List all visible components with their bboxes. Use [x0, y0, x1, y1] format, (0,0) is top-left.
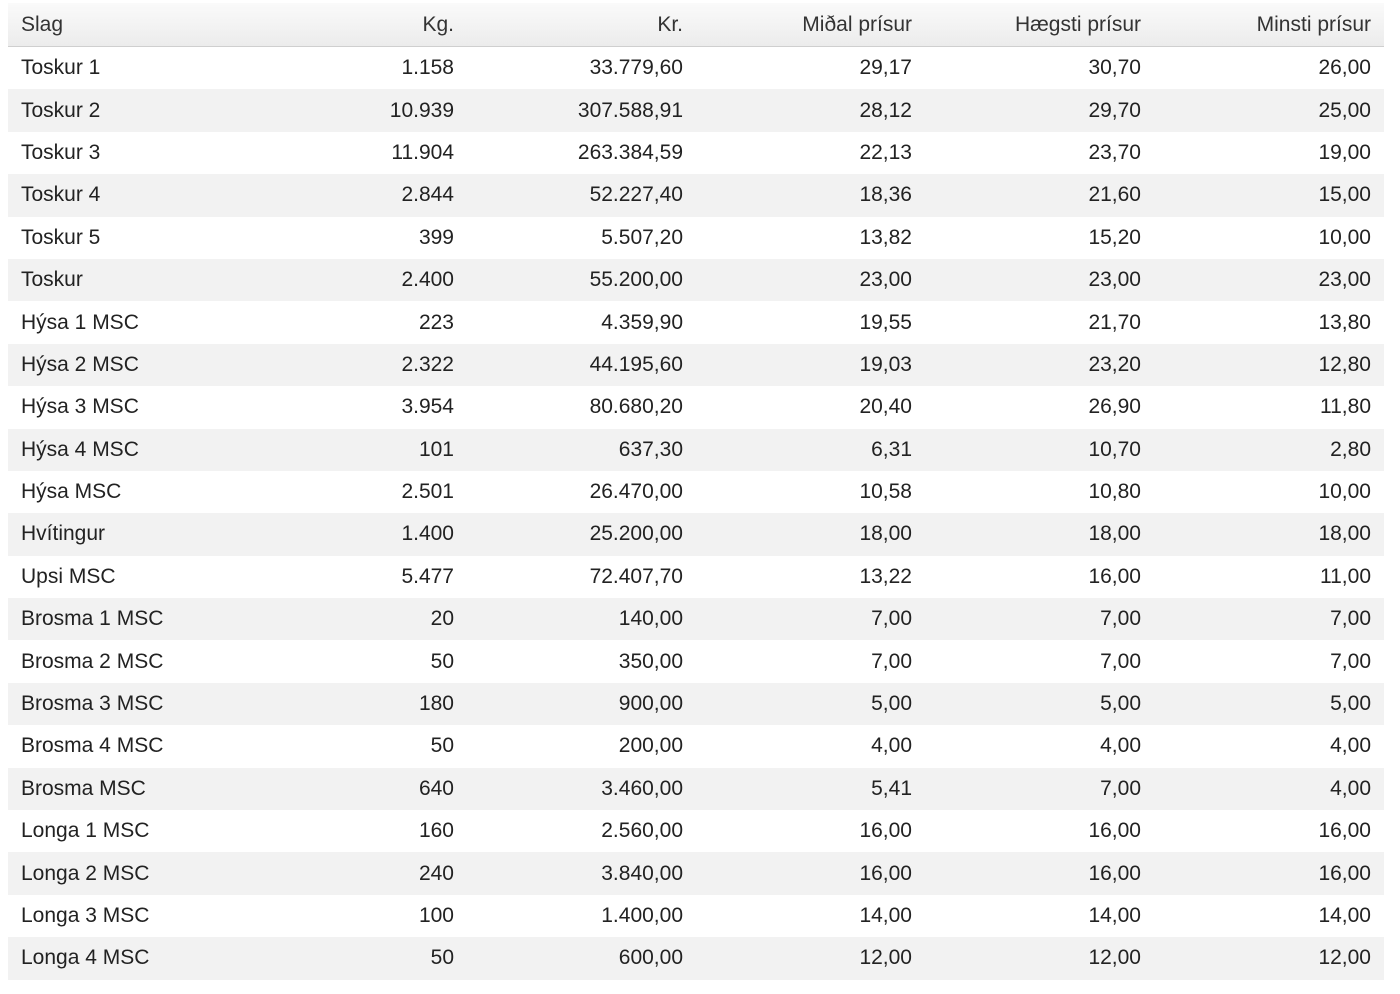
table-body [8, 47, 1384, 980]
kr-cell: 200,00 [618, 734, 683, 758]
kg-cell: 180 [238, 683, 467, 725]
lowest-price-cell: 26,00 [1318, 56, 1371, 80]
average-price-cell: 13,22 [859, 564, 912, 588]
lowest-price-cell: 19,00 [1318, 140, 1371, 164]
kr-cell: 26.470,00 [589, 480, 683, 504]
average-price-cell: 5,41 [696, 768, 925, 810]
kg-cell: 2.400 [238, 259, 467, 301]
species-cell: Brosma 2 MSC [21, 649, 164, 673]
lowest-price-cell: 10,00 [1318, 480, 1371, 504]
average-price-cell: 19,03 [696, 344, 925, 386]
kr-cell: 140,00 [467, 598, 696, 640]
highest-price-cell: 21,60 [925, 174, 1154, 216]
table-row [8, 937, 1384, 979]
kg-cell: 223 [418, 310, 454, 334]
lowest-price-cell: 14,00 [1318, 904, 1371, 927]
kg-cell: 2.844 [238, 174, 467, 216]
column-header-average-price[interactable]: Miðal prísur [696, 3, 925, 47]
average-price-cell: 5,00 [696, 683, 925, 725]
average-price-cell: 6,31 [696, 429, 925, 471]
species-cell: Brosma MSC [8, 768, 238, 810]
species-cell: Toskur 4 [8, 174, 238, 216]
table-row [8, 386, 1384, 428]
kr-cell: 600,00 [467, 937, 696, 979]
column-header-kg[interactable]: Kg. [238, 3, 467, 47]
table-row [8, 513, 1384, 555]
table-row [8, 217, 1384, 259]
kr-cell: 72.407,70 [589, 564, 683, 588]
species-cell: Longa 3 MSC [21, 904, 150, 927]
kr-cell: 1.400,00 [601, 904, 683, 927]
highest-price-cell: 7,00 [925, 768, 1154, 810]
highest-price-cell: 23,00 [925, 259, 1154, 301]
species-cell: Upsi MSC [21, 564, 116, 588]
lowest-price-cell: 11,00 [1320, 564, 1371, 588]
lowest-price-cell: 11,80 [1320, 395, 1371, 419]
highest-price-cell: 5,00 [925, 683, 1154, 725]
lowest-price-cell: 12,00 [1154, 937, 1384, 979]
highest-price-cell: 30,70 [1088, 56, 1141, 80]
header-row [8, 3, 1384, 47]
kg-cell: 50 [430, 649, 454, 673]
average-price-cell: 16,00 [696, 852, 925, 894]
price-table-container [8, 3, 1384, 980]
table-row [8, 174, 1384, 216]
table-row [8, 768, 1384, 810]
kr-cell: 3.840,00 [467, 852, 696, 894]
kr-cell: 900,00 [467, 683, 696, 725]
average-price-cell: 13,82 [859, 225, 912, 249]
table-row [8, 852, 1384, 894]
average-price-cell: 18,00 [696, 513, 925, 555]
average-price-cell: 14,00 [859, 904, 912, 927]
kg-cell: 5.477 [401, 564, 454, 588]
kg-cell: 101 [238, 429, 467, 471]
kr-cell: 33.779,60 [589, 56, 683, 80]
lowest-price-cell: 2,80 [1154, 429, 1384, 471]
species-cell: Brosma 4 MSC [21, 734, 164, 758]
species-cell: Hýsa MSC [21, 480, 122, 504]
kg-cell: 2.322 [238, 344, 467, 386]
lowest-price-cell: 15,00 [1154, 174, 1384, 216]
highest-price-cell: 16,00 [1088, 819, 1141, 843]
highest-price-cell: 16,00 [925, 852, 1154, 894]
lowest-price-cell: 4,00 [1154, 768, 1384, 810]
lowest-price-cell: 10,00 [1318, 225, 1371, 249]
average-price-cell: 23,00 [696, 259, 925, 301]
kr-cell: 44.195,60 [467, 344, 696, 386]
kr-cell: 350,00 [618, 649, 683, 673]
table-header [8, 3, 1384, 47]
highest-price-cell: 26,90 [1088, 395, 1141, 419]
average-price-cell: 10,58 [859, 480, 912, 504]
kg-cell: 50 [238, 937, 467, 979]
column-header-highest-price[interactable]: Hægsti prísur [925, 3, 1154, 47]
highest-price-cell: 29,70 [925, 89, 1154, 131]
average-price-cell: 28,12 [696, 89, 925, 131]
kr-cell: 55.200,00 [467, 259, 696, 301]
average-price-cell: 7,00 [696, 598, 925, 640]
kg-cell: 2.501 [401, 480, 454, 504]
kr-cell: 25.200,00 [467, 513, 696, 555]
kr-cell: 3.460,00 [467, 768, 696, 810]
kr-cell: 637,30 [467, 429, 696, 471]
table-row [8, 640, 1384, 682]
kr-cell: 4.359,90 [601, 310, 683, 334]
species-cell: Toskur 1 [21, 56, 101, 80]
lowest-price-cell: 18,00 [1154, 513, 1384, 555]
table-row [8, 683, 1384, 725]
lowest-price-cell: 7,00 [1330, 649, 1371, 673]
highest-price-cell: 23,70 [1088, 140, 1141, 164]
species-cell: Hýsa 4 MSC [8, 429, 238, 471]
column-header-slag[interactable]: Slag [8, 3, 238, 47]
kg-cell: 11.904 [391, 140, 454, 164]
kr-cell: 5.507,20 [601, 225, 683, 249]
species-cell: Brosma 1 MSC [8, 598, 238, 640]
highest-price-cell: 7,00 [925, 598, 1154, 640]
lowest-price-cell: 23,00 [1154, 259, 1384, 301]
column-header-lowest-price[interactable]: Minsti prísur [1154, 3, 1384, 47]
highest-price-cell: 16,00 [1088, 564, 1141, 588]
column-header-kr[interactable]: Kr. [467, 3, 696, 47]
lowest-price-cell: 13,80 [1318, 310, 1371, 334]
table-row [8, 132, 1384, 174]
kr-cell: 80.680,20 [589, 395, 683, 419]
highest-price-cell: 15,20 [1088, 225, 1141, 249]
average-price-cell: 20,40 [859, 395, 912, 419]
table-row [8, 429, 1384, 471]
species-cell: Hýsa 1 MSC [21, 310, 139, 334]
average-price-cell: 4,00 [871, 734, 912, 758]
species-cell: Hýsa 2 MSC [8, 344, 238, 386]
kg-cell: 240 [238, 852, 467, 894]
table-row [8, 556, 1384, 598]
species-cell: Toskur 2 [8, 89, 238, 131]
species-cell: Hýsa 3 MSC [21, 395, 139, 419]
species-cell: Toskur 5 [21, 225, 101, 249]
highest-price-cell: 14,00 [1088, 904, 1141, 927]
highest-price-cell: 23,20 [925, 344, 1154, 386]
kg-cell: 3.954 [401, 395, 454, 419]
kr-cell: 263.384,59 [577, 140, 683, 164]
highest-price-cell: 18,00 [925, 513, 1154, 555]
lowest-price-cell: 25,00 [1154, 89, 1384, 131]
kg-cell: 1.158 [401, 56, 454, 80]
kg-cell: 50 [430, 734, 454, 758]
table-row [8, 598, 1384, 640]
kr-cell: 307.588,91 [467, 89, 696, 131]
average-price-cell: 7,00 [871, 649, 912, 673]
highest-price-cell: 12,00 [925, 937, 1154, 979]
species-cell: Toskur 3 [21, 140, 101, 164]
fish-price-table [8, 3, 1384, 980]
highest-price-cell: 21,70 [1088, 310, 1141, 334]
kg-cell: 160 [418, 819, 454, 843]
kg-cell: 399 [418, 225, 454, 249]
table-row [8, 259, 1384, 301]
kg-cell: 10.939 [238, 89, 467, 131]
lowest-price-cell: 4,00 [1330, 734, 1371, 758]
table-row [8, 471, 1384, 513]
highest-price-cell: 10,70 [925, 429, 1154, 471]
species-cell: Longa 2 MSC [8, 852, 238, 894]
table-row [8, 344, 1384, 386]
kg-cell: 1.400 [238, 513, 467, 555]
table-row [8, 301, 1384, 343]
species-cell: Brosma 3 MSC [8, 683, 238, 725]
kr-cell: 52.227,40 [467, 174, 696, 216]
average-price-cell: 19,55 [859, 310, 912, 334]
lowest-price-cell: 12,80 [1154, 344, 1384, 386]
species-cell: Toskur [8, 259, 238, 301]
highest-price-cell: 7,00 [1100, 649, 1141, 673]
average-price-cell: 16,00 [859, 819, 912, 843]
lowest-price-cell: 16,00 [1154, 852, 1384, 894]
average-price-cell: 29,17 [859, 56, 912, 80]
average-price-cell: 12,00 [696, 937, 925, 979]
kg-cell: 20 [238, 598, 467, 640]
kr-cell: 2.560,00 [601, 819, 683, 843]
highest-price-cell: 10,80 [1088, 480, 1141, 504]
average-price-cell: 18,36 [696, 174, 925, 216]
table-row [8, 89, 1384, 131]
table-row [8, 47, 1384, 90]
table-row [8, 810, 1384, 852]
average-price-cell: 22,13 [859, 140, 912, 164]
lowest-price-cell: 7,00 [1154, 598, 1384, 640]
highest-price-cell: 4,00 [1100, 734, 1141, 758]
kg-cell: 640 [238, 768, 467, 810]
kg-cell: 100 [418, 904, 454, 927]
lowest-price-cell: 5,00 [1154, 683, 1384, 725]
species-cell: Longa 1 MSC [21, 819, 150, 843]
lowest-price-cell: 16,00 [1318, 819, 1371, 843]
species-cell: Longa 4 MSC [8, 937, 238, 979]
table-row [8, 895, 1384, 937]
table-row [8, 725, 1384, 767]
species-cell: Hvítingur [8, 513, 238, 555]
